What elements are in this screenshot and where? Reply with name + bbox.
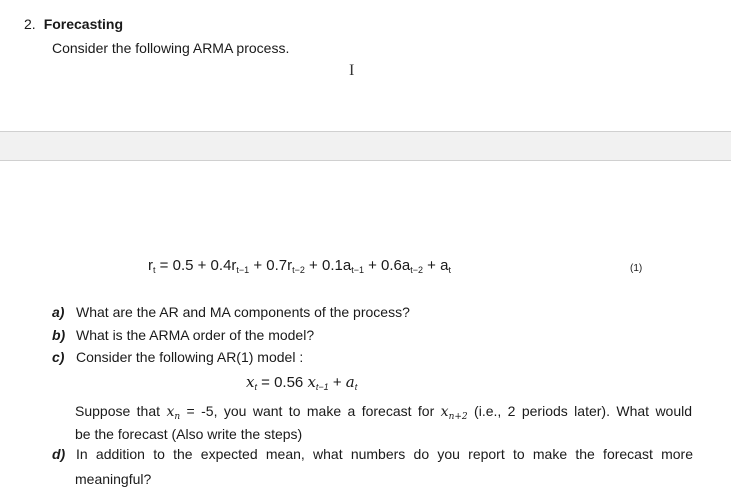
- equation-number: (1): [630, 263, 643, 274]
- eq-sub: t−1: [351, 265, 364, 275]
- eq-var: x: [246, 373, 255, 391]
- arma-equation: [148, 257, 451, 275]
- eq-sub: n+2: [448, 412, 468, 422]
- question-d-line-2: meaningful?: [75, 471, 152, 487]
- question-text: In addition to the expected mean, what numbers do you report to make the forecast more: [76, 446, 693, 462]
- eq-term: + 0.7r: [249, 257, 293, 274]
- question-c: [52, 349, 303, 365]
- question-a: [52, 304, 410, 320]
- question-label: a): [52, 304, 65, 320]
- eq-sub: t: [448, 265, 451, 275]
- part-c-text-line-2: be the forecast (Also write the steps): [75, 426, 303, 442]
- eq-sub: t: [354, 382, 358, 392]
- eq-r: r: [148, 257, 153, 274]
- section-title: Forecasting: [43, 16, 124, 32]
- eq-sub: t−1: [236, 265, 250, 275]
- question-b: [52, 327, 314, 343]
- text-run: Suppose that: [75, 403, 167, 419]
- eq-var: x: [166, 404, 175, 420]
- eq-sub: t−2: [410, 265, 424, 275]
- text-cursor-icon: I: [349, 62, 355, 79]
- text-run: (i.e., 2 periods later). What would: [467, 403, 693, 419]
- eq-term: + a: [423, 257, 449, 274]
- question-label: d): [52, 446, 66, 462]
- question-d: [52, 446, 693, 462]
- page-divider-band: [0, 131, 731, 161]
- section-heading: [24, 16, 123, 32]
- question-text: What are the AR and MA components of the process?: [76, 304, 410, 320]
- eq-var: x: [440, 404, 449, 420]
- eq-term: +: [328, 374, 346, 391]
- eq-term: + 0.1a: [304, 257, 352, 274]
- text-run: = -5, you want to make a forecast for: [180, 403, 441, 419]
- question-text: Consider the following AR(1) model :: [76, 349, 304, 365]
- eq-term: = 0.5 + 0.4r: [155, 257, 237, 274]
- eq-sub: n: [174, 412, 181, 422]
- section-intro: Consider the following ARMA process.: [52, 40, 290, 56]
- eq-sub: t−2: [292, 265, 305, 275]
- eq-term: = 0.56: [256, 374, 308, 391]
- question-label: b): [52, 327, 66, 343]
- section-number: 2.: [24, 16, 36, 32]
- eq-var: x: [307, 373, 316, 391]
- eq-sub: t: [254, 382, 257, 392]
- eq-sub: t−1: [315, 382, 329, 392]
- eq-sub: t: [153, 265, 156, 275]
- eq-var: a: [345, 373, 355, 391]
- eq-term: + 0.6a: [363, 257, 411, 274]
- question-label: c): [52, 349, 65, 365]
- question-text: What is the ARMA order of the model?: [76, 327, 315, 343]
- ar1-equation: [246, 373, 357, 392]
